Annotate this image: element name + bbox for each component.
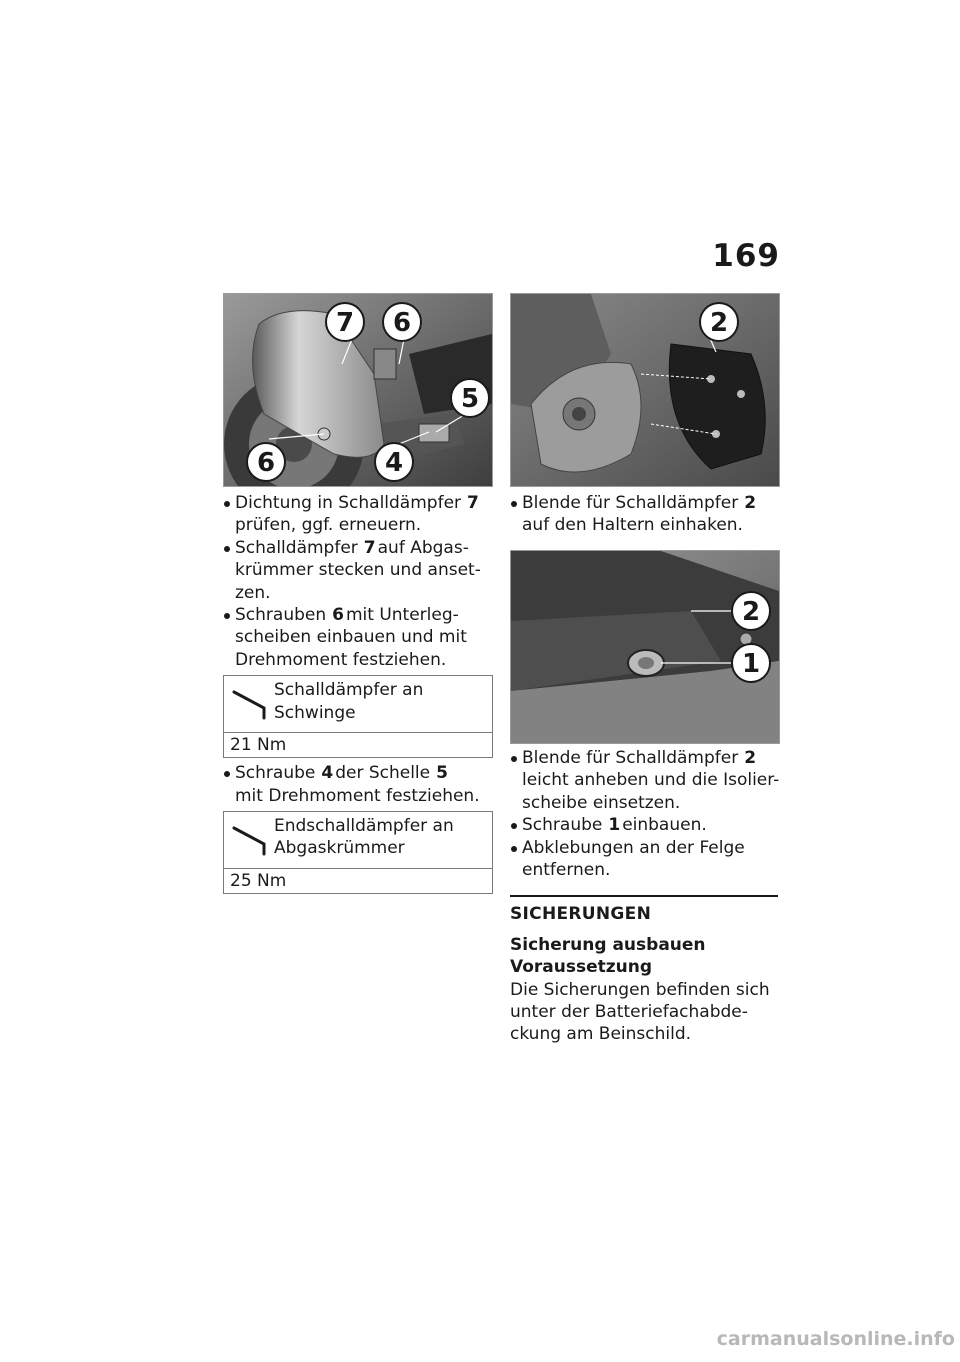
list-item: Dichtung in Schalldämpfer 7 prüfen, ggf. erneuern.	[223, 492, 495, 537]
torque-wrench-icon	[232, 684, 270, 720]
step-list-2	[223, 762, 495, 807]
list-item: Blende für Schalldämpfer 2 auf den Haltern einhaken.	[510, 492, 782, 537]
callout-2: 2	[709, 308, 729, 338]
section-divider	[510, 895, 778, 897]
watermark: carmanualsonline.info	[716, 1328, 955, 1350]
ref-number: 7	[363, 537, 376, 558]
list-item: Abklebungen an der Felge entfernen.	[510, 837, 782, 882]
ref-number: 4	[321, 763, 334, 784]
callout-7: 7	[335, 308, 355, 338]
step-list-1	[223, 492, 495, 671]
callout-6b: 6	[256, 448, 276, 478]
section-heading: SICHERUNGEN	[510, 904, 652, 925]
subheading: Sicherung ausbauen	[510, 934, 706, 955]
ref-number: 2	[744, 748, 757, 768]
callout-2b: 2	[741, 597, 761, 627]
list-item: Schrauben 6 mit Unterleg-scheiben einbauen und mit Drehmoment festziehen.	[223, 604, 495, 671]
ref-number: 7	[467, 493, 479, 513]
ref-number: 6	[332, 605, 344, 626]
torque-value: 25 Nm	[230, 871, 287, 892]
callout-5: 5	[460, 384, 480, 414]
prereq-text: Die Sicherungen befinden sich unter der Batteriefachabde-ckung am Beinschild.	[510, 979, 770, 1045]
callout-4: 4	[384, 448, 404, 478]
cover-screw-figure	[510, 550, 780, 744]
left-column	[223, 492, 495, 898]
list-item: Schalldämpfer 7 auf Abgas-krümmer stecken und anset-zen.	[223, 537, 495, 604]
ref-number: 5	[436, 763, 448, 784]
callout-6: 6	[392, 308, 412, 338]
right-column-top	[510, 492, 782, 537]
step-list-3	[510, 492, 782, 537]
torque-spec-2: Endschalldämpfer an Abgaskrümmer 25 Nm	[223, 811, 493, 894]
right-column-bottom	[510, 747, 782, 1046]
list-item: Schraube 1 einbauen.	[510, 814, 782, 836]
prereq-heading: Voraussetzung	[510, 957, 653, 978]
exhaust-figure	[223, 293, 493, 487]
cover-brackets-figure	[510, 293, 780, 487]
torque-value: 21 Nm	[230, 735, 287, 756]
page-number: 169	[712, 238, 780, 274]
torque-wrench-icon	[232, 820, 270, 856]
list-item: Schraube 4 der Schelle 5 mit Drehmoment festziehen.	[223, 762, 495, 807]
step-list-4	[510, 747, 782, 881]
torque-spec-1: Schalldämpfer an Schwinge 21 Nm	[223, 675, 493, 758]
ref-number: 2	[744, 493, 757, 513]
callout-1: 1	[741, 649, 761, 679]
ref-number: 1	[608, 815, 621, 836]
list-item: Blende für Schalldämpfer 2 leicht anheben und die Isolier-scheibe einsetzen.	[510, 747, 782, 814]
